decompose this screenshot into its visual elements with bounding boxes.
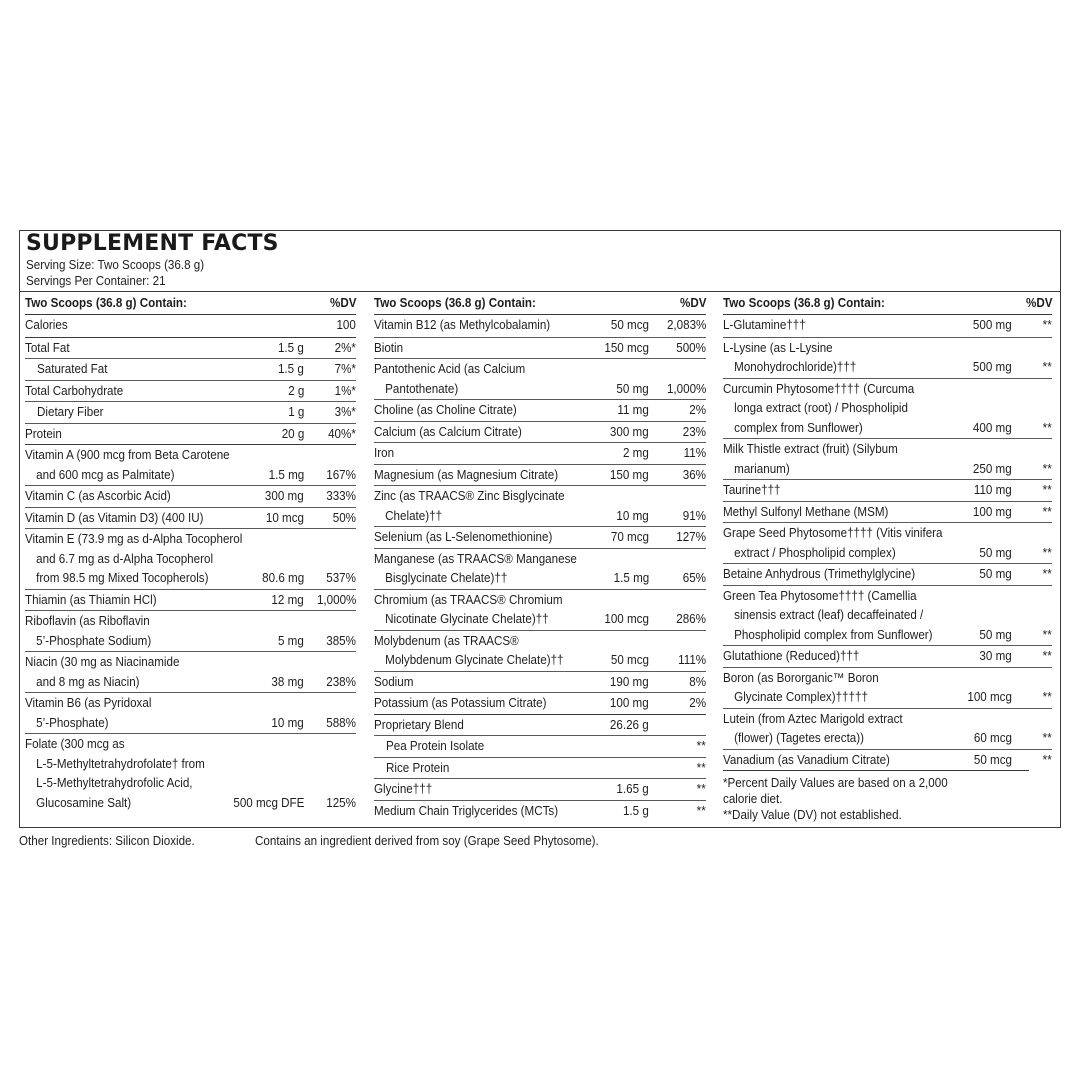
nutrient-row [374, 464, 706, 486]
nutrient-amount: 50 mg [979, 567, 1012, 581]
nutrient-amount: 11 mg [617, 403, 649, 417]
nutrient-row [374, 589, 706, 630]
nutrient-name-line: Lutein (from Aztec Marigold extract [723, 711, 903, 726]
nutrient-name-line: Milk Thistle extract (fruit) (Silybum [723, 442, 898, 456]
nutrient-name-line: Biotin [374, 340, 404, 355]
nutrient-dv: 111% [677, 653, 706, 667]
nutrient-name-line: Choline (as Choline Citrate) [374, 403, 517, 417]
nutrient-dv: ** [1042, 420, 1052, 435]
nutrient-dv: 2%* [334, 340, 356, 355]
nutrient-row [25, 315, 356, 337]
nutrient-amount: 50 mcg [973, 752, 1012, 767]
nutrient-name [723, 481, 781, 501]
nutrient-amount: 20 g [281, 426, 304, 441]
nutrient-name-line: Vitamin B12 (as Methylcobalamin) [374, 318, 551, 332]
nutrient-dv: ** [1042, 318, 1052, 332]
nutrient-name [374, 673, 413, 693]
nutrient-dv: 286% [676, 612, 706, 626]
nutrient-dv: ** [1042, 627, 1052, 642]
nutrient-name [374, 780, 432, 800]
nutrient-name [723, 751, 890, 771]
nutrient-name-line: longa extract (root) / Phospholipid [734, 401, 908, 415]
nutrient-name [374, 444, 394, 464]
nutrient-amount: 12 mg [271, 592, 304, 607]
nutrient-name-line: L-5-Methyltetrahydrofolic Acid, [36, 776, 193, 790]
nutrient-row [723, 378, 1052, 439]
nutrient-name-line: 5’-Phosphate) [36, 715, 109, 730]
nutrient-name-line: Curcumin Phytosome†††† (Curcuma [723, 381, 915, 396]
nutrient-row [374, 757, 706, 779]
nutrient-name [386, 737, 484, 757]
nutrient-name [386, 759, 449, 779]
nutrient-row [374, 800, 706, 822]
nutrient-name-line: Vanadium (as Vanadium Citrate) [723, 752, 890, 767]
nutrient-name-line: Boron (as Bororganic™ Boron [723, 670, 879, 685]
nutrient-name [723, 669, 879, 708]
nutrient-dv: ** [1042, 360, 1052, 374]
nutrient-row [25, 337, 356, 359]
nutrient-amount: 250 mg [973, 461, 1012, 476]
nutrient-name [374, 466, 558, 486]
nutrient-dv: 1,000% [666, 381, 706, 396]
nutrient-row [723, 501, 1052, 523]
nutrient-row [374, 630, 706, 671]
nutrient-name-line: Calories [25, 318, 68, 332]
column-header-label: Two Scoops (36.8 g) Contain: [25, 296, 187, 310]
nutrient-dv: ** [1042, 461, 1052, 476]
nutrient-row [25, 610, 356, 651]
nutrient-name-line: Calcium (as Calcium Citrate) [374, 424, 522, 439]
nutrient-row [723, 645, 1052, 667]
footnote [723, 770, 1029, 823]
nutrient-dv: ** [1042, 731, 1052, 745]
nutrient-name [25, 530, 242, 589]
nutrient-row [723, 438, 1052, 479]
nutrient-dv: ** [1042, 483, 1052, 497]
nutrient-dv: ** [696, 739, 706, 753]
nutrient-dv: 100 [336, 318, 356, 332]
nutrient-amount: 400 mg [973, 420, 1012, 435]
nutrient-name-line: Glycine††† [374, 782, 433, 796]
nutrient-amount: 300 mg [610, 424, 649, 439]
nutrient-amount: 10 mg [616, 508, 649, 523]
nutrient-dv: 238% [326, 674, 356, 689]
nutrient-name-line: and 600 mcg as Palmitate) [36, 467, 175, 482]
nutrient-name [374, 550, 577, 589]
nutrient-dv: ** [696, 803, 706, 818]
nutrient-name-line: and 6.7 mg as d-Alpha Tocopherol [36, 551, 214, 566]
nutrient-name [723, 647, 859, 667]
nutrient-name [25, 425, 62, 445]
nutrient-name-line: Monohydrochloride)††† [734, 360, 857, 374]
nutrient-amount: 50 mg [979, 545, 1012, 560]
nutrient-amount: 50 mg [616, 381, 649, 396]
nutrient-amount: 10 mcg [265, 510, 304, 525]
nutrient-name-line: L-Glutamine††† [723, 318, 806, 332]
nutrient-dv: ** [696, 782, 706, 796]
nutrient-name-line: Nicotinate Glycinate Chelate)†† [385, 612, 549, 626]
nutrient-amount: 500 mg [973, 360, 1012, 374]
nutrient-dv: 11% [683, 446, 706, 460]
nutrient-name [723, 440, 898, 479]
nutrient-name [374, 316, 550, 336]
nutrient-name-line: Folate (300 mcg as [25, 737, 125, 751]
nutrient-amount: 10 mg [271, 715, 304, 730]
nutrient-name [374, 339, 403, 359]
nutrient-name-line: Pantothenic Acid (as Calcium [374, 362, 526, 376]
nutrient-name-line: Vitamin D (as Vitamin D3) (400 IU) [25, 510, 204, 525]
nutrient-name-line: complex from Sunflower) [734, 420, 863, 435]
nutrient-name [25, 339, 70, 359]
nutrient-row [25, 401, 356, 423]
nutrient-amount: 1.65 g [616, 782, 649, 796]
nutrient-row [25, 380, 356, 402]
nutrient-name-line: Pantothenate) [385, 381, 459, 396]
column-header-dv: %DV [1025, 296, 1052, 310]
nutrient-row [25, 485, 356, 507]
nutrient-amount: 1 g [287, 405, 304, 419]
nutrient-name-line: sinensis extract (leaf) decaffeinated / [734, 608, 924, 622]
nutrient-name [37, 403, 104, 423]
nutrient-row [723, 522, 1052, 563]
nutrient-name-line: Phospholipid complex from Sunflower) [734, 627, 933, 642]
nutrient-name-line: Medium Chain Triglycerides (MCTs) [374, 803, 559, 818]
nutrient-name-line: 5’-Phosphate Sodium) [36, 633, 152, 648]
column-header-dv: %DV [679, 296, 706, 310]
nutrient-amount: 2 g [287, 383, 304, 398]
nutrient-name-line: Chelate)†† [385, 508, 443, 523]
nutrient-amount: 150 mg [610, 467, 649, 482]
nutrient-amount: 1.5 g [278, 362, 304, 376]
nutrient-row [374, 337, 706, 359]
nutrient-name-line: Total Carbohydrate [25, 383, 124, 398]
nutrient-name-line: Magnesium (as Magnesium Citrate) [374, 467, 559, 482]
nutrient-name [723, 316, 806, 336]
nutrient-name [25, 612, 151, 651]
nutrient-amount: 100 mg [973, 504, 1012, 519]
nutrient-amount: 150 mcg [604, 340, 649, 355]
nutrient-amount: 50 mcg [610, 653, 649, 667]
column-header [723, 293, 1052, 315]
nutrient-name [374, 487, 565, 526]
nutrient-row [25, 444, 356, 485]
nutrient-row [723, 563, 1052, 585]
nutrient-name-line: Iron [374, 446, 395, 460]
nutrient-name-line: Bisglycinate Chelate)†† [385, 571, 508, 585]
nutrient-amount: 500 mcg DFE [232, 795, 304, 810]
nutrient-row [25, 589, 356, 611]
nutrient-amount: 70 mcg [610, 530, 649, 544]
nutrient-name [374, 401, 517, 421]
nutrient-name-line: Vitamin C (as Ascorbic Acid) [25, 489, 171, 503]
nutrient-amount: 38 mg [271, 674, 304, 689]
nutrient-row [374, 714, 706, 736]
column-3 [723, 293, 1052, 823]
nutrient-name-line: Vitamin A (900 mcg from Beta Carotene [25, 448, 230, 462]
nutrient-name-line: Thiamin (as Thiamin HCl) [25, 592, 157, 607]
nutrient-row [25, 651, 356, 692]
nutrient-name-line: Glucosamine Salt) [36, 795, 132, 810]
nutrient-amount: 300 mg [265, 489, 304, 503]
nutrient-amount: 1.5 mg [613, 571, 649, 585]
nutrient-name-line: marianum) [734, 461, 790, 476]
nutrient-name [25, 509, 204, 529]
nutrient-dv: ** [1042, 649, 1052, 663]
nutrient-row [374, 692, 706, 714]
nutrient-dv: 1%* [334, 383, 356, 398]
nutrient-dv: 8% [689, 674, 706, 689]
nutrient-dv: 537% [326, 571, 356, 585]
nutrient-row [374, 421, 706, 443]
nutrient-name-line: Manganese (as TRAACS® Manganese [374, 551, 577, 566]
column-header-label: Two Scoops (36.8 g) Contain: [723, 296, 885, 310]
nutrient-dv: 333% [326, 489, 356, 503]
footnote-line: calorie diet. [723, 792, 783, 806]
nutrient-amount: 60 mcg [973, 731, 1012, 745]
nutrient-dv: ** [1042, 504, 1052, 519]
nutrient-row [374, 315, 706, 337]
nutrient-dv: 3%* [334, 405, 356, 419]
nutrient-amount: 50 mcg [610, 318, 649, 332]
nutrient-name [25, 316, 68, 336]
footnote-line: *Percent Daily Values are based on a 2,000 [723, 776, 948, 790]
nutrient-name [374, 694, 547, 714]
nutrient-name-line: L-Lysine (as L-Lysine [723, 340, 833, 355]
nutrient-name-line: and 8 mg as Niacin) [36, 674, 140, 689]
nutrient-dv: ** [1042, 752, 1052, 767]
nutrient-row [723, 315, 1052, 337]
nutrient-name-line: from 98.5 mg Mixed Tocopherols) [36, 571, 209, 585]
nutrient-amount: 100 mg [610, 696, 649, 710]
nutrient-row [374, 399, 706, 421]
nutrient-dv: 65% [682, 571, 706, 585]
nutrient-name-line: Niacin (30 mg as Niacinamide [25, 655, 180, 669]
nutrient-name [723, 524, 942, 563]
nutrient-name-line: Pea Protein Isolate [386, 739, 485, 753]
nutrient-amount: 2 mg [623, 446, 649, 460]
nutrient-dv: ** [1042, 545, 1052, 560]
nutrient-row [25, 733, 356, 813]
nutrient-row [25, 423, 356, 445]
nutrient-amount: 500 mg [973, 318, 1012, 332]
nutrient-name [25, 694, 151, 733]
nutrient-name [25, 735, 205, 813]
nutrient-amount: 190 mg [610, 674, 649, 689]
column-2 [374, 293, 706, 821]
footnote-line: **Daily Value (DV) not established. [723, 808, 902, 822]
column-header-label: Two Scoops (36.8 g) Contain: [374, 296, 536, 310]
nutrient-dv: 1,000% [316, 592, 356, 607]
nutrient-dv: 40%* [328, 426, 356, 441]
nutrient-row [374, 671, 706, 693]
nutrient-row [723, 667, 1052, 708]
nutrient-amount: 80.6 mg [261, 571, 304, 585]
panel-title: SUPPLEMENT FACTS [26, 231, 279, 256]
nutrient-row [374, 485, 706, 526]
soy-allergen-note: Contains an ingredient derived from soy (Grape Seed Phytosome). [255, 834, 599, 848]
nutrient-row [723, 708, 1052, 749]
nutrient-name [37, 360, 107, 380]
nutrient-dv: 588% [326, 715, 356, 730]
serving-size: Serving Size: Two Scoops (36.8 g) [26, 258, 205, 272]
nutrient-row [723, 585, 1052, 646]
nutrient-dv: 385% [326, 633, 356, 648]
nutrient-name-line: Vitamin E (73.9 mg as d-Alpha Tocopherol [25, 532, 243, 546]
nutrient-name-line: Sodium [374, 674, 414, 689]
nutrient-name [723, 710, 903, 749]
nutrient-name-line: Grape Seed Phytosome†††† (Vitis vinifera [723, 526, 943, 540]
nutrient-name [374, 423, 522, 443]
nutrient-dv: 167% [326, 467, 356, 482]
nutrient-dv: 2% [689, 696, 706, 710]
nutrient-row [723, 749, 1052, 771]
nutrient-amount: 26.26 g [610, 717, 649, 732]
nutrient-name-line: Rice Protein [386, 760, 450, 775]
nutrient-name [374, 360, 525, 399]
nutrient-amount: 30 mg [979, 649, 1012, 663]
other-ingredients: Other Ingredients: Silicon Dioxide. [19, 834, 195, 848]
nutrient-name [723, 587, 933, 646]
nutrient-name-line: Protein [25, 426, 62, 441]
nutrient-name-line: (flower) (Tagetes erecta)) [734, 731, 865, 745]
nutrient-dv: 2,083% [666, 318, 706, 332]
nutrient-name-line: Methyl Sulfonyl Methane (MSM) [723, 504, 889, 519]
nutrient-name-line: Proprietary Blend [374, 717, 464, 732]
nutrient-row [374, 735, 706, 757]
nutrient-name-line: Betaine Anhydrous (Trimethylglycine) [723, 567, 916, 581]
nutrient-row [374, 548, 706, 589]
nutrient-name-line: Chromium (as TRAACS® Chromium [374, 592, 563, 607]
nutrient-name [723, 380, 914, 439]
nutrient-row [374, 778, 706, 800]
nutrient-name [25, 382, 123, 402]
nutrient-name-line: Molybdenum (as TRAACS® [374, 633, 519, 648]
nutrient-name-line: L-5-Methyltetrahydrofolate† from [36, 756, 205, 771]
nutrient-name [723, 565, 915, 585]
nutrient-name [25, 487, 171, 507]
nutrient-amount: 5 mg [278, 633, 304, 648]
nutrient-dv: 36% [682, 467, 706, 482]
nutrient-name-line: Dietary Fiber [37, 405, 104, 419]
nutrient-amount: 1.5 g [623, 803, 649, 818]
nutrient-name-line: Total Fat [25, 340, 70, 355]
nutrient-amount: 100 mcg [967, 690, 1012, 704]
header-divider [20, 291, 1060, 292]
servings-per-container: Servings Per Container: 21 [26, 274, 166, 288]
nutrient-row [25, 528, 356, 589]
nutrient-name-line: Vitamin B6 (as Pyridoxal [25, 696, 152, 710]
nutrient-name-line: Saturated Fat [37, 362, 108, 376]
nutrient-name [374, 528, 552, 548]
nutrient-name [374, 802, 558, 822]
supplement-facts-panel [19, 230, 1061, 828]
nutrient-name [374, 716, 464, 736]
column-header [374, 293, 706, 315]
nutrient-name-line: Glutathione (Reduced)††† [723, 649, 860, 663]
nutrient-amount: 1.5 g [278, 340, 304, 355]
nutrient-dv: 2% [689, 403, 706, 417]
nutrient-row [25, 692, 356, 733]
nutrient-amount: 50 mg [979, 627, 1012, 642]
nutrient-name-line: Glycinate Complex)††††† [734, 690, 868, 704]
nutrient-row [723, 479, 1052, 501]
nutrient-name-line: Taurine††† [723, 483, 781, 497]
nutrient-row [25, 358, 356, 380]
nutrient-name [25, 446, 230, 485]
nutrient-name-line: Molybdenum Glycinate Chelate)†† [385, 653, 564, 667]
nutrient-dv: 23% [682, 424, 706, 439]
nutrient-name-line: Riboflavin (as Riboflavin [25, 614, 150, 628]
nutrient-name-line: Selenium (as L-Selenomethionine) [374, 530, 553, 544]
nutrient-row [723, 337, 1052, 378]
nutrient-name-line: Green Tea Phytosome†††† (Camellia [723, 588, 917, 603]
nutrient-row [374, 442, 706, 464]
nutrient-name-line: Zinc (as TRAACS® Zinc Bisglycinate [374, 489, 565, 503]
nutrient-amount: 110 mg [974, 483, 1012, 497]
nutrient-dv: 50% [332, 510, 356, 525]
nutrient-name [25, 653, 179, 692]
nutrient-amount: 100 mcg [604, 612, 649, 626]
nutrient-dv: 125% [326, 795, 356, 810]
nutrient-name [25, 591, 157, 611]
nutrient-amount: 1.5 mg [268, 467, 304, 482]
nutrient-dv: 127% [676, 530, 706, 544]
nutrient-name [374, 632, 564, 671]
nutrient-row [374, 358, 706, 399]
nutrient-name [723, 339, 856, 378]
nutrient-dv: 91% [682, 508, 706, 523]
column-header [25, 293, 356, 315]
nutrient-row [25, 507, 356, 529]
column-1 [25, 293, 356, 813]
nutrient-dv: 7%* [334, 362, 356, 376]
nutrient-name [723, 503, 888, 523]
nutrient-dv: ** [1042, 567, 1052, 581]
nutrient-name-line: extract / Phospholipid complex) [734, 545, 896, 560]
nutrient-name-line: Potassium (as Potassium Citrate) [374, 696, 547, 710]
column-header-dv: %DV [329, 296, 356, 310]
nutrient-dv: ** [1042, 690, 1052, 704]
nutrient-row [374, 526, 706, 548]
nutrient-name [374, 591, 563, 630]
nutrient-dv: ** [696, 760, 706, 775]
nutrient-dv: 500% [676, 340, 706, 355]
